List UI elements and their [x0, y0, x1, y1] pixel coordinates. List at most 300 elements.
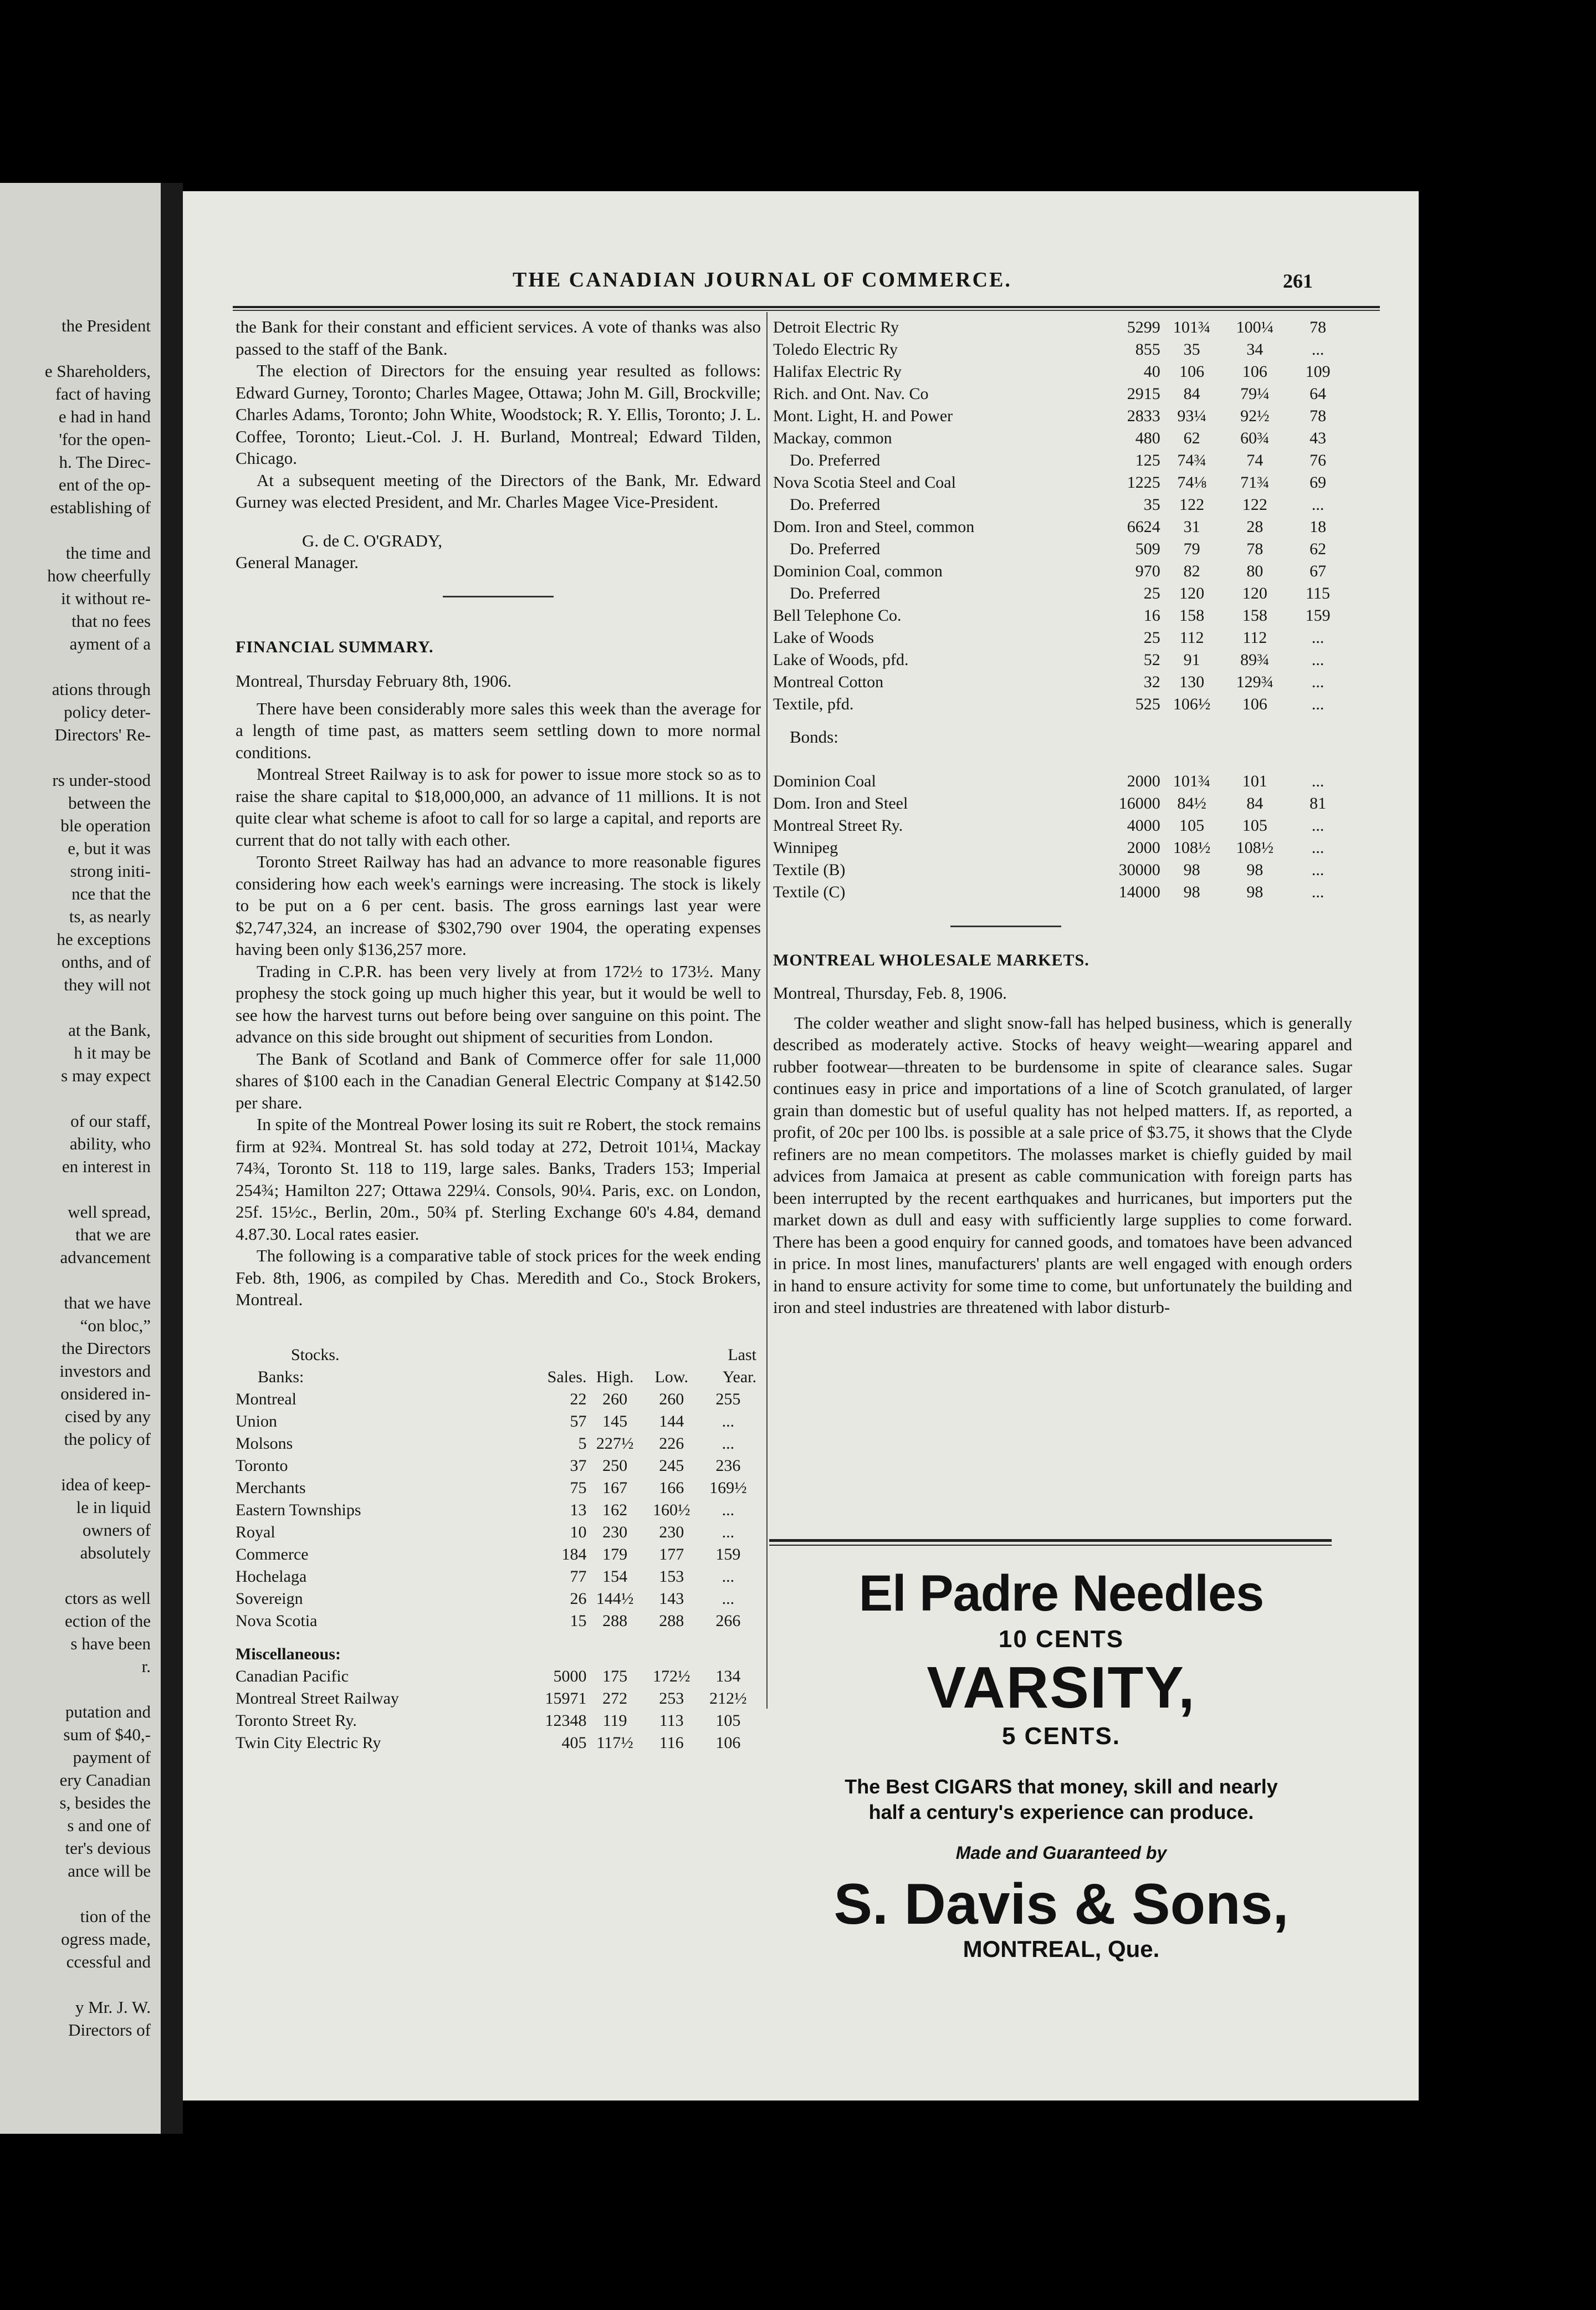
- high-cell: 260: [602, 1390, 628, 1408]
- ad-brand-varsity: VARSITY,: [927, 1655, 1196, 1720]
- row-name: Nova Scotia Steel and Coal: [773, 473, 956, 492]
- row-name: Toledo Electric Ry: [773, 340, 898, 359]
- sales-cell: 16000: [1118, 794, 1160, 812]
- sales-cell: 1225: [1127, 473, 1160, 492]
- left-page-line: the Directors: [62, 1338, 151, 1358]
- table-row: [773, 770, 1349, 793]
- high-cell: 101¾: [1173, 772, 1211, 790]
- high-cell: 98: [1183, 861, 1200, 879]
- sales-cell: 5000: [553, 1667, 587, 1685]
- ad-made-by: Made and Guaranteed by: [955, 1843, 1167, 1863]
- left-page-line: that no fees: [71, 611, 151, 631]
- bank-rows: [236, 1388, 756, 1632]
- left-page-line: he exceptions: [57, 929, 151, 949]
- high-cell: 74⅛: [1177, 473, 1206, 492]
- sales-cell: 480: [1135, 428, 1160, 447]
- left-page-line: onths, and of: [61, 952, 151, 972]
- high-cell: 119: [602, 1711, 627, 1730]
- last-year-cell: 134: [715, 1667, 741, 1685]
- sales-cell: 5299: [1127, 318, 1160, 336]
- left-page-fragment: [0, 183, 161, 2134]
- running-header: [183, 268, 1419, 301]
- left-column: [236, 316, 761, 1754]
- page-gutter: [161, 183, 183, 2134]
- low-cell: 288: [659, 1612, 684, 1630]
- row-name: Rich. and Ont. Nav. Co: [773, 384, 929, 403]
- left-page-line: ble operation: [60, 816, 151, 835]
- col-sales-header: [530, 1344, 587, 1366]
- left-page-line: 'for the open-: [59, 430, 151, 449]
- low-cell: 129¾: [1236, 672, 1274, 691]
- last-year-cell: 159: [1305, 606, 1331, 625]
- high-cell: 31: [1183, 517, 1200, 536]
- last-year-cell: ...: [722, 1567, 735, 1586]
- journal-title: THE CANADIAN JOURNAL OF COMMERCE.: [513, 268, 1012, 292]
- high-cell: 250: [602, 1456, 628, 1475]
- high-cell: 162: [602, 1501, 628, 1519]
- table-row: [236, 1388, 756, 1410]
- sales-cell: 184: [561, 1545, 587, 1563]
- financial-paragraph: There have been considerably more sales this week than the average for a length of time past, as matters seem settling down to more normal conditions.: [236, 698, 761, 762]
- table-row: [773, 538, 1349, 560]
- left-page-line: s and one of: [67, 1816, 151, 1835]
- high-cell: 74¾: [1177, 451, 1206, 469]
- high-cell: 167: [602, 1479, 628, 1497]
- table-row: [236, 1710, 756, 1732]
- sales-cell: 57: [570, 1412, 587, 1430]
- sales-cell: 14000: [1118, 883, 1160, 901]
- left-page-line: ter's devious: [65, 1838, 151, 1858]
- last-year-cell: ...: [1311, 672, 1324, 691]
- left-page-line: r.: [141, 1657, 151, 1676]
- left-page-line: the policy of: [64, 1429, 151, 1449]
- low-cell: 166: [659, 1479, 684, 1497]
- row-name: Dom. Iron and Steel: [773, 794, 908, 812]
- left-page-line: that we have: [64, 1293, 151, 1312]
- sales-cell: 10: [570, 1523, 587, 1541]
- row-name: Winnipeg: [773, 839, 838, 857]
- left-page-line: they will not: [64, 975, 151, 994]
- left-page-line: e had in hand: [58, 407, 151, 426]
- table-row: [773, 604, 1349, 626]
- left-page-line: at the Bank,: [68, 1020, 151, 1040]
- table-row: [773, 793, 1349, 815]
- sales-cell: 26: [570, 1590, 587, 1608]
- last-year-cell: 43: [1309, 428, 1327, 447]
- last-year-cell: ...: [722, 1501, 735, 1519]
- signature-title: General Manager.: [236, 553, 359, 572]
- left-page-line: investors and: [59, 1361, 151, 1381]
- last-year-cell: 78: [1309, 406, 1327, 425]
- left-page-line: h it may be: [74, 1043, 151, 1062]
- last-year-cell: ...: [1311, 340, 1324, 359]
- row-name: Montreal Street Railway: [236, 1689, 399, 1708]
- left-page-line: putation and: [65, 1702, 151, 1721]
- sales-cell: 22: [570, 1390, 587, 1408]
- table-row: [236, 1455, 756, 1477]
- high-cell: 106½: [1173, 694, 1211, 713]
- row-name: Halifax Electric Ry: [773, 362, 902, 381]
- sales-cell: 405: [561, 1734, 587, 1752]
- row-name: Textile (C): [773, 883, 846, 901]
- financial-paragraph: The Bank of Scotland and Bank of Commerce offer for sale 11,000 shares of $100 each in the Canadian General Electric Company at $142.50 per share.: [236, 1049, 761, 1112]
- misc-heading: Miscellaneous:: [236, 1645, 341, 1663]
- sales-cell: 509: [1135, 539, 1160, 558]
- row-name: Do. Preferred: [773, 451, 881, 469]
- table-row: [773, 338, 1349, 360]
- high-cell: 98: [1183, 883, 1200, 901]
- left-page-line: ccessful and: [66, 1952, 151, 1971]
- low-cell: 78: [1246, 539, 1264, 558]
- sales-cell: 970: [1135, 561, 1160, 580]
- row-name: Merchants: [236, 1479, 306, 1497]
- high-cell: 117½: [596, 1734, 633, 1752]
- last-year-cell: ...: [1311, 816, 1324, 835]
- table-row: [236, 1433, 756, 1455]
- last-year-cell: ...: [722, 1412, 735, 1430]
- low-cell: 226: [659, 1434, 684, 1453]
- row-name: Sovereign: [236, 1590, 303, 1608]
- left-page-line: ayment of a: [69, 634, 151, 653]
- sales-cell: 75: [570, 1479, 587, 1497]
- col-low-header: [643, 1344, 700, 1366]
- low-cell: 80: [1246, 561, 1264, 580]
- ad-price-5: 5 CENTS.: [1001, 1723, 1121, 1750]
- table-row: [236, 1732, 756, 1754]
- low-cell: 92½: [1240, 406, 1270, 425]
- sales-cell: 855: [1135, 340, 1160, 359]
- last-year-cell: ...: [1311, 628, 1324, 647]
- row-name: Montreal Cotton: [773, 672, 884, 691]
- table-row: [236, 1588, 756, 1610]
- high-cell: 35: [1183, 340, 1200, 359]
- left-page-line: ability, who: [69, 1134, 151, 1153]
- row-name: Toronto Street Ry.: [236, 1711, 357, 1730]
- sales-cell: 6624: [1127, 517, 1160, 536]
- high-cell: 62: [1183, 428, 1200, 447]
- wholesale-heading: MONTREAL WHOLESALE MARKETS.: [773, 950, 1089, 969]
- ad-tagline-2: half a century's experience can produce.: [868, 1801, 1254, 1823]
- high-cell: 82: [1183, 561, 1200, 580]
- low-header: Low.: [654, 1368, 688, 1386]
- advert-top-rule: [769, 1539, 1332, 1542]
- left-page-line: Directors' Re-: [54, 725, 151, 744]
- last-year-cell: ...: [1311, 772, 1324, 790]
- sales-cell: 125: [1135, 451, 1160, 469]
- row-name: Commerce: [236, 1545, 309, 1563]
- row-name: Union: [236, 1412, 277, 1430]
- row-name: Canadian Pacific: [236, 1667, 349, 1685]
- last-year-cell: 64: [1309, 384, 1327, 403]
- high-cell: 84½: [1177, 794, 1206, 812]
- low-cell: 79¼: [1240, 384, 1270, 403]
- sales-cell: 2833: [1127, 406, 1160, 425]
- left-page-line: rs under-stood: [52, 770, 151, 790]
- low-cell: 172½: [652, 1667, 690, 1685]
- sales-cell: 13: [570, 1501, 587, 1519]
- low-cell: 112: [1242, 628, 1267, 647]
- left-page-line: e, but it was: [68, 839, 151, 858]
- president-election-paragraph: At a subsequent meeting of the Directors of the Bank, Mr. Edward Gurney was elected President, and Mr. Charles Magee Vice-President.: [236, 470, 761, 512]
- left-page-line: ctors as well: [65, 1588, 151, 1608]
- wholesale-paragraph: The colder weather and slight snow-fall has helped business, which is generally described as moderately active. Stocks of heavy weight—wearing apparel and rubber footwear—threaten to be burdensome in spite of clearance sales. Sugar continues easy in price and importations of a line of Scotch granulated, of larger grain than domestic but of useful quality has not helped matters. If, as reported, a profit, of 20c per 100 lbs. is possible at a sale price of $3.75, it shows that the Clyde refiners are no mean competitors. The molasses market is chiefly guided by mail advices from Jamaica at present as cable communication with foreign parts has been interrupted by the recent earthquakes and hurricanes, but importers put the market down as dull and easy with sufficiently large supplies to come forward. There has been a good enquiry for canned goods, and tomatoes have been advanced in price. In most lines, manufacturers' plants are well engaged with enough orders in hand to ensure activity for some time to come, but unfortunately the building and iron and steel industries are threatened with labor disturb-: [773, 1013, 1352, 1317]
- low-cell: 113: [659, 1711, 684, 1730]
- high-cell: 144½: [596, 1590, 634, 1608]
- last-year-cell: 62: [1309, 539, 1327, 558]
- low-cell: 160½: [652, 1501, 690, 1519]
- left-page-line: ection of the: [65, 1611, 151, 1631]
- high-cell: 179: [602, 1545, 628, 1563]
- sales-cell: 77: [570, 1567, 587, 1586]
- row-name: Bell Telephone Co.: [773, 606, 902, 625]
- low-cell: 120: [1242, 584, 1267, 602]
- table-row: [236, 1410, 756, 1433]
- misc-stocks-table: [773, 316, 1349, 715]
- cigar-advertisement: [768, 1544, 1355, 1962]
- sales-cell: 525: [1135, 694, 1160, 713]
- left-page-line: ogress made,: [61, 1929, 151, 1949]
- sales-cell: 5: [578, 1434, 587, 1453]
- ad-brand-el-padre: El Padre Needles: [858, 1565, 1264, 1622]
- left-page-line: idea of keep-: [61, 1475, 151, 1494]
- last-year-cell: 169½: [709, 1479, 747, 1497]
- left-page-line: the President: [62, 316, 151, 335]
- low-cell: 28: [1246, 517, 1264, 536]
- low-cell: 143: [659, 1590, 684, 1608]
- financial-summary-body: [236, 698, 761, 1311]
- row-name: Dominion Coal, common: [773, 561, 943, 580]
- table-row: [773, 405, 1349, 427]
- left-page-line: s, besides the: [59, 1793, 151, 1812]
- ad-maker-name: S. Davis & Sons,: [833, 1872, 1289, 1936]
- low-cell: 245: [659, 1456, 684, 1475]
- last-year-cell: 67: [1309, 561, 1327, 580]
- header-rule: [233, 306, 1380, 308]
- row-name: Mont. Light, H. and Power: [773, 406, 953, 425]
- left-page-line: e Shareholders,: [44, 361, 151, 381]
- row-name: Hochelaga: [236, 1567, 307, 1586]
- low-cell: 100¼: [1236, 318, 1274, 336]
- col-high-header: [586, 1344, 643, 1366]
- table-row: [773, 471, 1349, 493]
- left-page-line: advancement: [60, 1248, 151, 1267]
- low-cell: 106: [1242, 694, 1267, 713]
- low-cell: 158: [1242, 606, 1267, 625]
- sales-cell: 25: [1143, 628, 1160, 647]
- low-cell: 253: [659, 1689, 684, 1708]
- high-cell: 122: [1179, 495, 1205, 514]
- high-cell: 158: [1179, 606, 1205, 625]
- wholesale-body: [773, 1012, 1352, 1318]
- high-cell: 227½: [596, 1434, 634, 1453]
- last-year-cell: 105: [715, 1711, 741, 1730]
- low-cell: 230: [659, 1523, 684, 1541]
- left-page-line: it without re-: [61, 589, 151, 608]
- financial-paragraph: Trading in C.P.R. has been very lively at from 172½ to 173½. Many prophesy the stock going up much higher this year, but it would be well to see how the harvest turns out before being over sanguine on this point. The advance on this side brought out shipment of securities from London.: [236, 961, 761, 1046]
- last-year-cell: 212½: [709, 1689, 747, 1708]
- left-page-line: fact of having: [55, 384, 151, 403]
- table-row: [773, 881, 1349, 903]
- row-name: Montreal Street Ry.: [773, 816, 903, 835]
- high-cell: 108½: [1173, 839, 1211, 857]
- sales-cell: 2915: [1127, 384, 1160, 403]
- misc-rows: [236, 1665, 756, 1754]
- low-cell: 106: [1242, 362, 1267, 381]
- table-row: [236, 1610, 756, 1632]
- bank-stocks-table: [236, 1344, 756, 1754]
- low-cell: 84: [1246, 794, 1264, 812]
- financial-paragraph: In spite of the Montreal Power losing its suit re Robert, the stock remains firm at 92¾. Montreal St. has sold today at 272, Detroit 101¼, Mackay 74¾, Toronto St. 118 to 119, large sales. Banks, Traders 153; Imperial 254¾; Hamilton 227; Ottawa 229¼. Consols, 90¼. Paris, exc. on London, 25f. 15½c., Berlin, 20m., 50¾ pf. Sterling Exchange 60's 4.84, demand 4.87.30. Local rates easier.: [236, 1115, 761, 1244]
- col-banks-header: Banks:: [258, 1368, 304, 1386]
- left-page-line: onsidered in-: [60, 1384, 151, 1403]
- high-cell: 106: [1179, 362, 1205, 381]
- last-year-cell: ...: [722, 1590, 735, 1608]
- last-year-cell: 76: [1309, 451, 1327, 469]
- sales-cell: 25: [1143, 584, 1160, 602]
- last-year-cell: 69: [1309, 473, 1327, 492]
- high-cell: 230: [602, 1523, 628, 1541]
- financial-paragraph: Toronto Street Railway has had an advance to more reasonable figures considering how each week's earnings were increasing. The stock is likely to be put on a 6 per cent. basis. The gross earnings last year were $2,747,324, an increase of $302,790 over 1904, the operating expenses having been only $136,257 more.: [236, 852, 761, 959]
- left-page-line: tion of the: [80, 1907, 151, 1926]
- row-name: Do. Preferred: [773, 495, 881, 514]
- table-row: [236, 1665, 756, 1688]
- left-page-line: s have been: [70, 1634, 151, 1653]
- left-page-line: le in liquid: [76, 1498, 151, 1517]
- left-page-line: payment of: [73, 1747, 151, 1767]
- table-row: [236, 1566, 756, 1588]
- last-year-cell: ...: [1311, 883, 1324, 901]
- sales-cell: 4000: [1127, 816, 1160, 835]
- row-name: Do. Preferred: [773, 584, 881, 602]
- sales-cell: 30000: [1118, 861, 1160, 879]
- low-cell: 153: [659, 1567, 684, 1586]
- row-name: Montreal: [236, 1390, 296, 1408]
- left-page-line: s may expect: [61, 1066, 151, 1085]
- row-name: Textile (B): [773, 861, 846, 879]
- row-name: Lake of Woods, pfd.: [773, 650, 909, 669]
- high-cell: 288: [602, 1612, 628, 1630]
- left-page-line: establishing of: [50, 498, 151, 517]
- sales-cell: 37: [570, 1456, 587, 1475]
- row-name: Mackay, common: [773, 428, 892, 447]
- last-year-cell: 236: [715, 1456, 741, 1475]
- last-year-cell: 18: [1309, 517, 1327, 536]
- left-page-line: ery Canadian: [59, 1770, 151, 1790]
- row-name: Dominion Coal: [773, 772, 876, 790]
- last-year-cell: ...: [722, 1434, 735, 1453]
- last-year-cell: ...: [1311, 839, 1324, 857]
- left-page-line: cised by any: [65, 1407, 151, 1426]
- row-name: Toronto: [236, 1456, 288, 1475]
- left-page-line: that we are: [75, 1225, 151, 1244]
- table-row: [773, 360, 1349, 382]
- left-page-line: y Mr. J. W.: [75, 1997, 151, 2017]
- last-year-cell: ...: [1311, 650, 1324, 669]
- last-year-cell: ...: [1311, 861, 1324, 879]
- table-row: [773, 626, 1349, 648]
- table-row: [773, 493, 1349, 515]
- low-cell: 108½: [1236, 839, 1274, 857]
- financial-paragraph: Montreal Street Railway is to ask for power to issue more stock so as to raise the share capital to $18,000,000, an advance of 11 millions. It is not quite clear what scheme is afoot to call for so large a capital, and reports are current that do not tally with each other.: [236, 764, 761, 850]
- high-header: High.: [596, 1368, 634, 1386]
- low-cell: 60¾: [1240, 428, 1270, 447]
- table-row: [236, 1521, 756, 1544]
- table-row: [773, 693, 1349, 715]
- low-cell: 101: [1242, 772, 1267, 790]
- table-row: [773, 837, 1349, 859]
- last-year-cell: 115: [1306, 584, 1331, 602]
- last-year-cell: 266: [715, 1612, 741, 1630]
- low-cell: 144: [659, 1412, 684, 1430]
- row-name: Dom. Iron and Steel, common: [773, 517, 975, 536]
- left-page-line: ance will be: [68, 1861, 151, 1880]
- high-cell: 130: [1179, 672, 1205, 691]
- row-name: Nova Scotia: [236, 1612, 318, 1630]
- table-row: [236, 1544, 756, 1566]
- left-page-line: policy deter-: [64, 702, 151, 722]
- high-cell: 84: [1183, 384, 1200, 403]
- sales-cell: 35: [1143, 495, 1160, 514]
- row-name: Twin City Electric Ry: [236, 1734, 381, 1752]
- high-cell: 79: [1183, 539, 1200, 558]
- row-name: Molsons: [236, 1434, 293, 1453]
- low-cell: 105: [1242, 816, 1267, 835]
- table-row: [773, 449, 1349, 471]
- financial-summary-dateline: Montreal, Thursday February 8th, 1906.: [236, 671, 511, 691]
- table-row: [773, 671, 1349, 693]
- last-year-cell: ...: [722, 1523, 735, 1541]
- col-stocks-header: Stocks.: [291, 1346, 340, 1364]
- row-name: Textile, pfd.: [773, 694, 854, 713]
- last-year-cell: 78: [1309, 318, 1327, 336]
- bank-meeting-paragraph: the Bank for their constant and efficient services. A vote of thanks was also passed to the staff of the Bank.: [236, 317, 761, 359]
- col-last-header: Last: [728, 1346, 756, 1364]
- table-row: [773, 427, 1349, 449]
- bond-rows: [773, 770, 1349, 903]
- high-cell: 145: [602, 1412, 628, 1430]
- table-row: [773, 582, 1349, 604]
- table-row: [236, 1477, 756, 1499]
- low-cell: 177: [659, 1545, 684, 1563]
- misc-heading-row: [236, 1632, 756, 1665]
- left-page-line: ts, as nearly: [69, 907, 151, 926]
- low-cell: 98: [1246, 883, 1264, 901]
- table-row: [773, 560, 1349, 582]
- column-divider: [766, 312, 768, 1709]
- row-name: Lake of Woods: [773, 628, 874, 647]
- low-cell: 89¾: [1240, 650, 1270, 669]
- left-page-line: how cheerfully: [47, 566, 151, 585]
- sales-cell: 52: [1143, 650, 1160, 669]
- left-page-line: owners of: [82, 1520, 151, 1540]
- last-year-cell: 109: [1305, 362, 1331, 381]
- last-year-cell: 159: [715, 1545, 741, 1563]
- sales-cell: 15971: [545, 1689, 587, 1708]
- table-row: [773, 815, 1349, 837]
- high-cell: 91: [1183, 650, 1200, 669]
- table-header-row-2: [236, 1366, 756, 1388]
- sales-cell: 16: [1143, 606, 1160, 625]
- last-year-cell: ...: [1311, 495, 1324, 514]
- row-name: Eastern Townships: [236, 1501, 361, 1519]
- left-page-line: absolutely: [80, 1543, 151, 1562]
- left-page-line: Directors of: [68, 2020, 151, 2040]
- sales-cell: 15: [570, 1612, 587, 1630]
- high-cell: 105: [1179, 816, 1205, 835]
- ad-tagline-1: The Best CIGARS that money, skill and nearly: [845, 1775, 1278, 1798]
- sales-cell: 32: [1143, 672, 1160, 691]
- low-cell: 260: [659, 1390, 684, 1408]
